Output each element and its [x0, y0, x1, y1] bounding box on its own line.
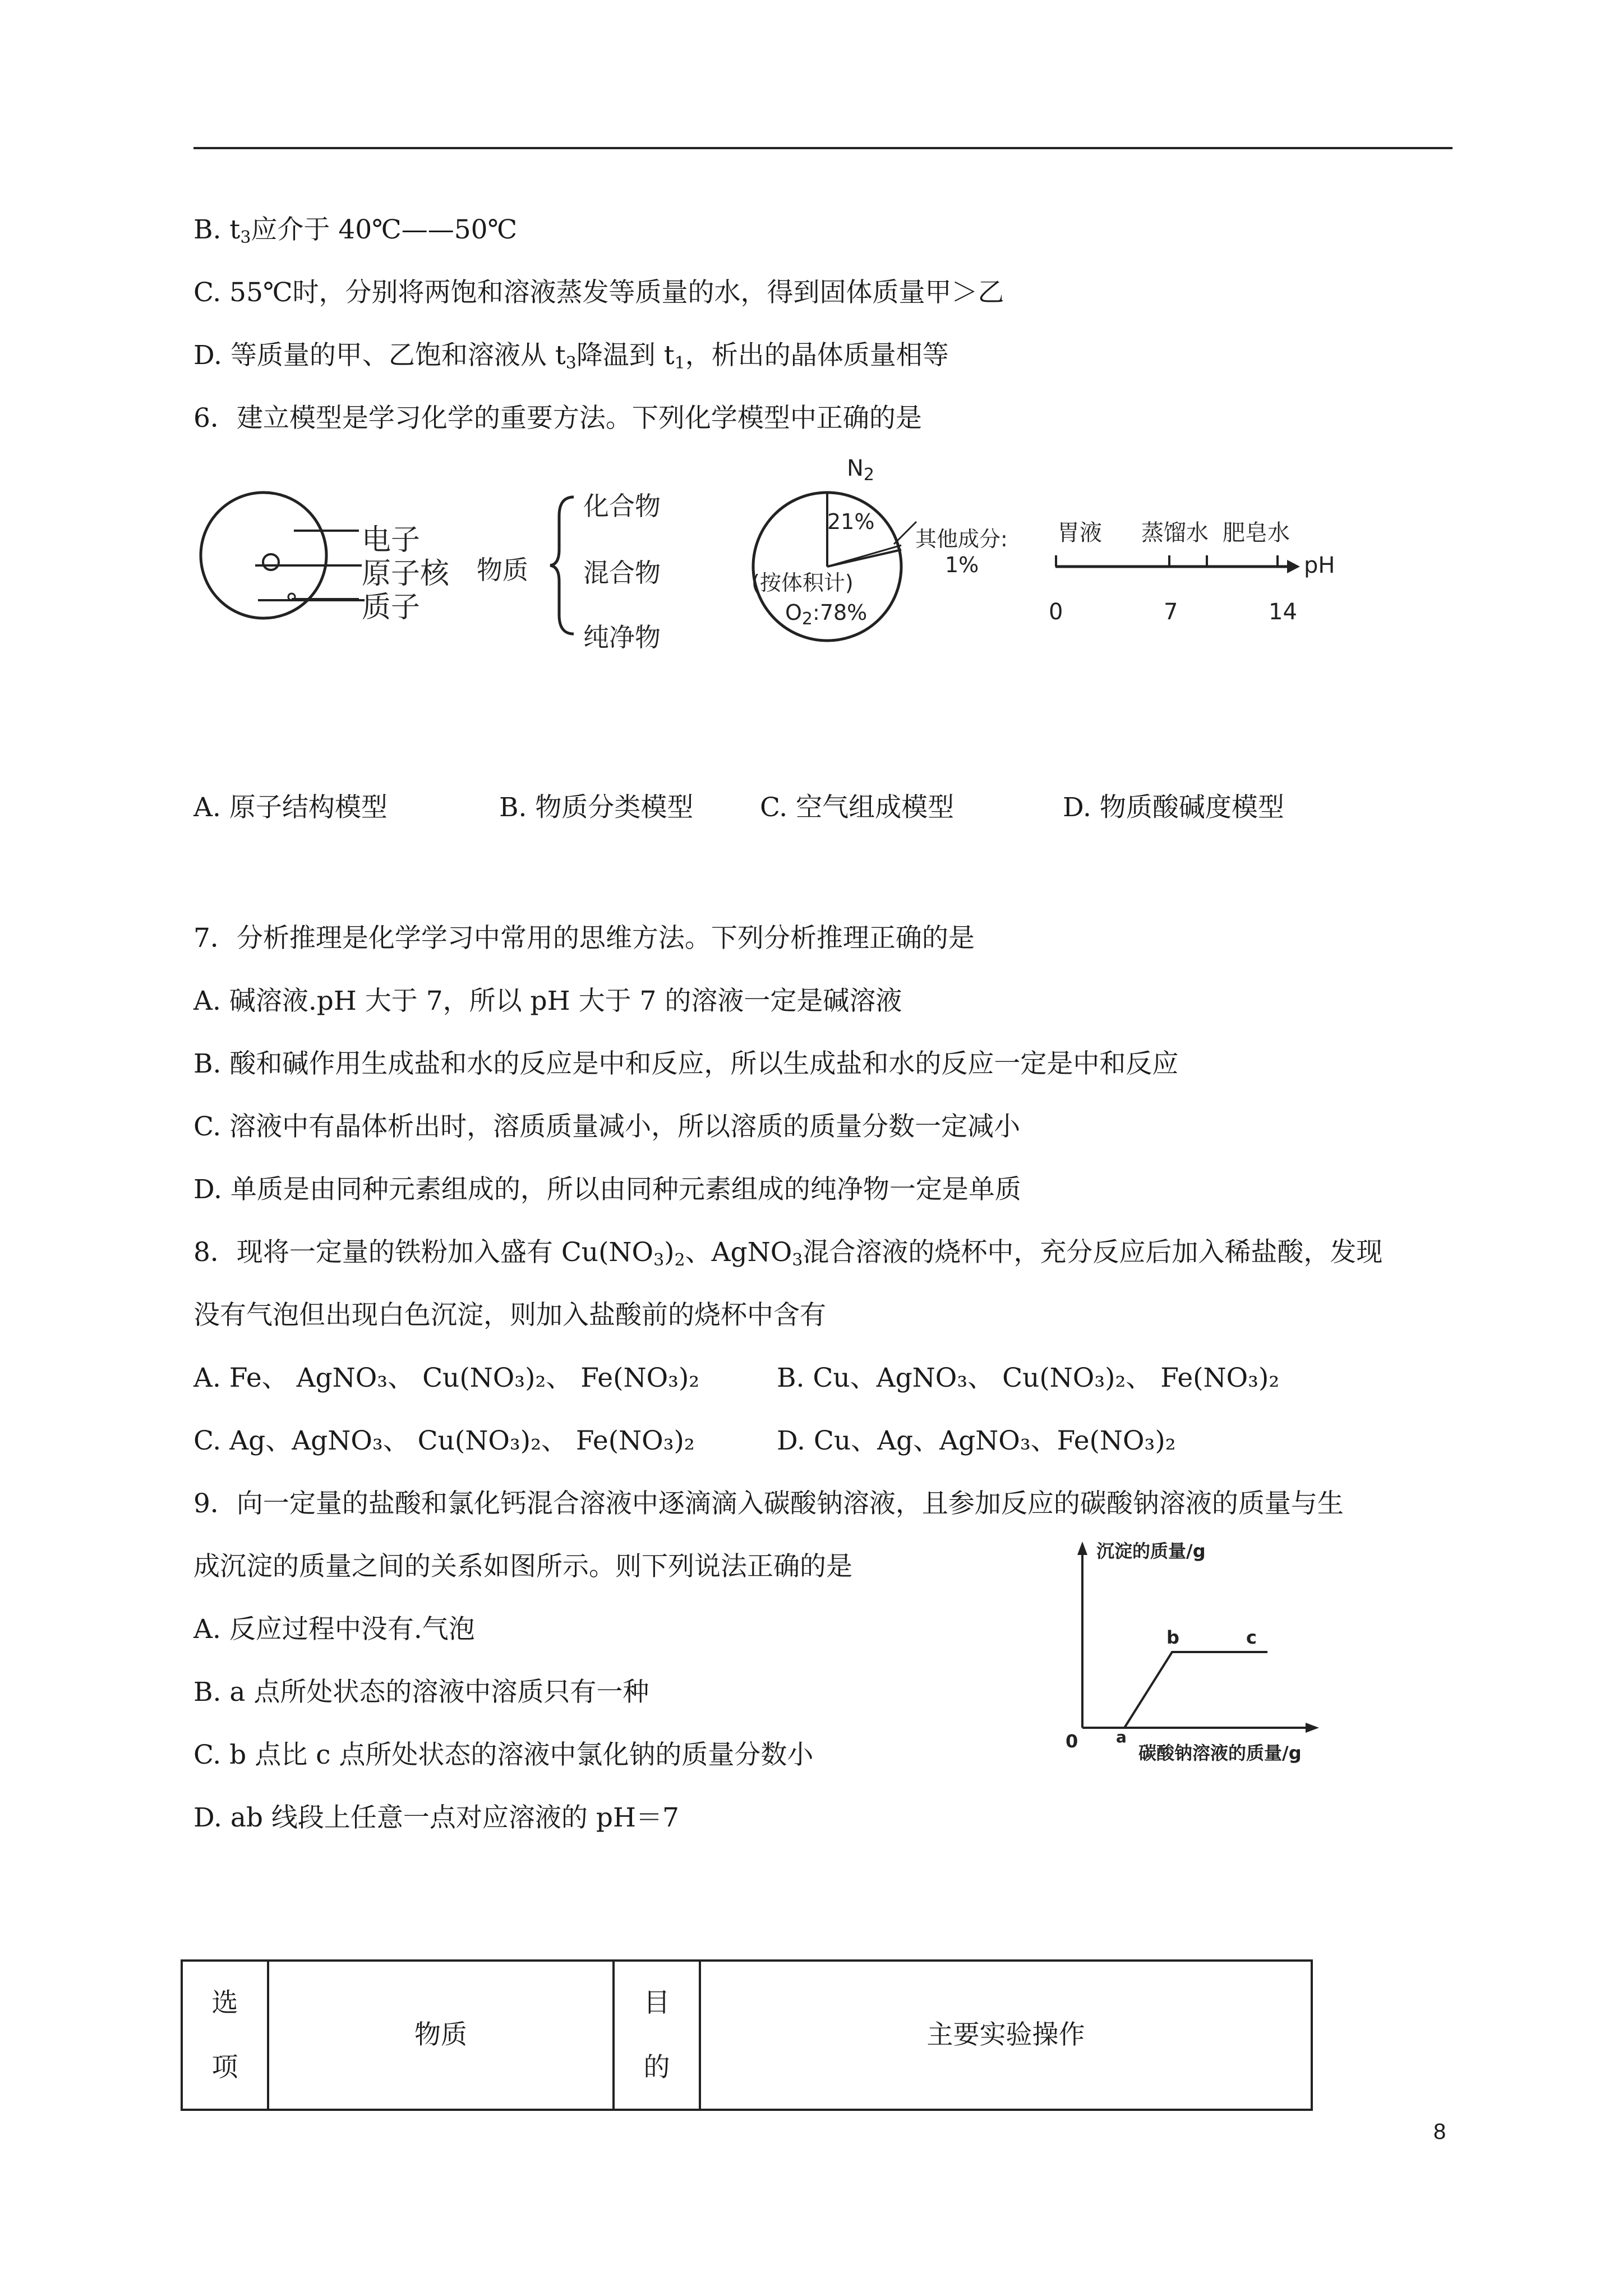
atom-label-nucleus: 原子核	[362, 557, 450, 591]
atom-label-proton: 质子	[362, 591, 421, 624]
ph-axis	[1054, 555, 1301, 589]
q9-option-b: B. a 点所处状态的溶液中溶质只有一种	[193, 1677, 649, 1708]
air-other-pct: 1%	[945, 553, 979, 577]
q7-option-a: A. 碱溶液.pH 大于 7，所以 pH 大于 7 的溶液一定是碱溶液	[193, 986, 902, 1016]
classify-item-pure: 纯净物	[583, 622, 661, 652]
air-volume-note: (按体积计)	[751, 570, 854, 595]
q9-stem-line1: 9．向一定量的盐酸和氯化钙混合溶液中逐滴滴入碳酸钠溶液，且参加反应的碳酸钠溶液的质量与生	[193, 1488, 1344, 1519]
air-n2-label: $N_2$	[847, 455, 875, 485]
header-rule	[193, 147, 1453, 149]
q9-graph-xlabel: 碳酸钠溶液的质量/g	[1138, 1742, 1302, 1764]
q8-stem-line1: 8．现将一定量的铁粉加入盛有 $Cu(NO_3)_2$、AgNO$_3$混合溶液的烧杯中，充分反应后加入稀盐酸，发现	[193, 1237, 1383, 1270]
q5-option-d: D. 等质量的甲、乙饱和溶液从 $t_3$降温到 $t_1$，析出的晶体质量相等	[193, 340, 949, 373]
ph-tick-14: 14	[1269, 599, 1297, 625]
table-header-row	[182, 1961, 1312, 2110]
atom-label-electron: 电子	[362, 523, 421, 557]
classify-brace	[547, 494, 580, 639]
q9-option-c: C. b 点比 c 点所处状态的溶液中氯化钠的质量分数小	[193, 1740, 814, 1770]
q8-stem-line2: 没有气泡但出现白色沉淀，则加入盐酸前的烧杯中含有	[193, 1300, 826, 1331]
ph-item-soap: 肥皂水	[1223, 520, 1290, 546]
ph-tick-7: 7	[1164, 599, 1178, 625]
q7-option-d: D. 单质是由同种元素组成的，所以由同种元素组成的纯净物一定是单质	[193, 1174, 1021, 1205]
q8-option-c: C. Ag、AgNO₃、 Cu(NO₃)₂、 Fe(NO₃)₂	[193, 1425, 695, 1456]
air-21-label: 21%	[827, 509, 875, 534]
q5-option-c: C. 55℃时，分别将两饱和溶液蒸发等质量的水，得到固体质量甲＞乙	[193, 277, 1004, 308]
q9-graph-ylabel: 沉淀的质量/g	[1096, 1540, 1206, 1562]
q9-option-d: D. ab 线段上任意一点对应溶液的 pH＝7	[193, 1802, 679, 1833]
ph-item-water: 蒸馏水	[1141, 520, 1209, 546]
q7-option-c: C. 溶液中有晶体析出时，溶质质量减小，所以溶质的质量分数一定减小	[193, 1111, 1021, 1142]
q6-option-c: C. 空气组成模型	[760, 792, 955, 823]
q9-precipitate-graph	[1074, 1537, 1321, 1739]
q6-option-b: B. 物质分类模型	[499, 792, 694, 823]
q6-stem: 6．建立模型是学习化学的重要方法。下列化学模型中正确的是	[193, 403, 922, 434]
table-header-option: 选 项	[182, 1961, 268, 2110]
q7-stem: 7．分析推理是化学学习中常用的思维方法。下列分析推理正确的是	[193, 923, 975, 954]
q9-option-a: A. 反应过程中没有.气泡	[193, 1614, 475, 1645]
table-header-operation: 主要实验操作	[700, 1961, 1312, 2110]
experiment-table	[181, 1959, 1313, 2111]
q8-option-b: B. Cu、AgNO₃、 Cu(NO₃)₂、 Fe(NO₃)₂	[777, 1363, 1280, 1393]
atom-leader-line-nucleus	[255, 564, 367, 603]
ph-item-gastric: 胃液	[1057, 520, 1102, 546]
table-header-substance: 物质	[268, 1961, 614, 2110]
q9-graph-point-b: b	[1166, 1627, 1179, 1648]
q5-option-b: B. $t_3$应介于 40℃——50℃	[193, 214, 518, 247]
air-other-label: 其他成分:	[915, 527, 1008, 551]
page-number: 8	[1433, 2119, 1446, 2144]
classify-item-compound: 化合物	[583, 491, 661, 521]
table-header-purpose: 目 的	[614, 1961, 700, 2110]
ph-axis-label: pH	[1304, 553, 1335, 578]
q9-graph-point-c: c	[1246, 1627, 1257, 1648]
q6-option-d: D. 物质酸碱度模型	[1063, 792, 1284, 823]
q9-graph-point-a: a	[1116, 1728, 1127, 1746]
classify-root: 物质	[477, 555, 528, 585]
q8-option-d: D. Cu、Ag、AgNO₃、Fe(NO₃)₂	[777, 1425, 1176, 1456]
q6-option-a: A. 原子结构模型	[193, 792, 388, 823]
air-o2-label: $O_2:78\%$	[785, 600, 868, 629]
q9-graph-origin: 0	[1066, 1731, 1078, 1752]
q7-option-b: B. 酸和碱作用生成盐和水的反应是中和反应，所以生成盐和水的反应一定是中和反应	[193, 1048, 1179, 1079]
q8-option-a: A. Fe、 AgNO₃、 Cu(NO₃)₂、 Fe(NO₃)₂	[193, 1363, 700, 1393]
atom-leader-line-proton	[258, 599, 370, 604]
ph-tick-0: 0	[1049, 599, 1063, 625]
q9-stem-line2: 成沉淀的质量之间的关系如图所示。则下列说法正确的是	[193, 1551, 852, 1582]
classify-item-mixture: 混合物	[583, 558, 661, 588]
